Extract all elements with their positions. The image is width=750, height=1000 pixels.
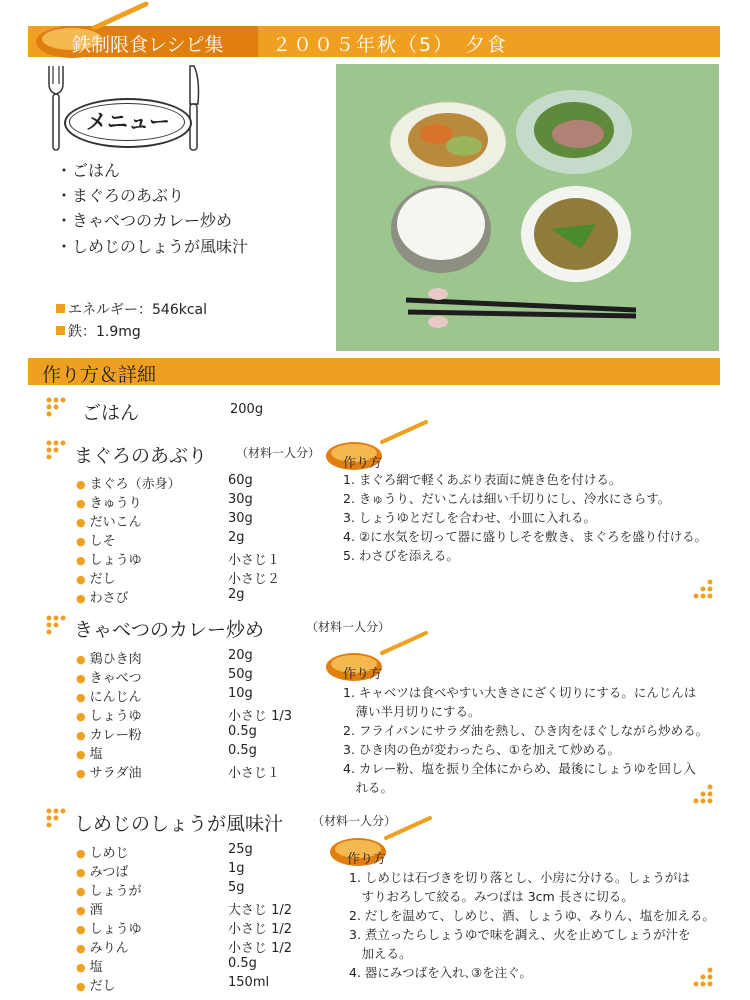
ingredient-amount: 2g	[228, 530, 245, 545]
menu-item: ・ごはん	[56, 161, 121, 180]
method-step: 3. 煮立ったらしょうゆで味を調え、火を止めてしょうが汁を	[349, 927, 691, 942]
energy-info	[56, 299, 207, 319]
ingredient-name: ● しめじ	[76, 846, 129, 861]
ingredient-amount: 0.5g	[228, 956, 257, 971]
method-step: れる。	[343, 780, 394, 795]
ingredient-name: ● 酒	[76, 903, 103, 918]
ingredient-name: ● しょうゆ	[76, 553, 142, 568]
dots-icon	[46, 440, 72, 462]
method-step: 1. キャベツは食べやすい大きさにざく切りにする。にんじんは	[343, 685, 697, 700]
ingredient-name: ● だし	[76, 979, 116, 994]
method-label: 作り方	[343, 456, 383, 471]
ingredient-name: ● しょうゆ	[76, 709, 142, 724]
ingredient-amount: 小さじ 1/2	[228, 941, 293, 956]
dots-icon	[46, 808, 72, 830]
dots-icon	[46, 397, 72, 419]
ingredient-amount: 小さじ 1/3	[228, 709, 293, 724]
ingredient-amount: 60g	[228, 473, 253, 488]
ingredient-name: ● みつば	[76, 865, 129, 880]
ingredient-name: ● しょうが	[76, 884, 142, 899]
iron-info	[56, 321, 141, 341]
ingredient-amount: 20g	[228, 648, 253, 663]
ingredient-name: ● 塩	[76, 747, 103, 762]
menu-item: ・しめじのしょうが風味汁	[56, 237, 249, 256]
ingredient-name: ● わさび	[76, 591, 129, 606]
ingredient-name: ● しそ	[76, 534, 116, 549]
serving-note: （材料一人分）	[306, 620, 391, 634]
recipe-collection-title: 鉄制限食レシピ集	[72, 34, 224, 56]
ingredient-amount: 0.5g	[228, 724, 257, 739]
ingredient-amount: 小さじ１	[228, 766, 281, 781]
method-step: 4. 器にみつばを入れ､③を注ぐ。	[349, 965, 532, 980]
ingredient-name: ● きゅうり	[76, 496, 142, 511]
ingredient-amount: 大さじ 1/2	[228, 903, 293, 918]
method-step: 1. しめじは石づきを切り落とし、小房に分ける。しょうがは	[349, 870, 690, 885]
ingredient-name: ● まぐろ（赤身）	[76, 477, 181, 492]
method-step: 1. まぐろ網で軽くあぶり表面に焼き色を付ける。	[343, 472, 622, 487]
ingredient-amount: 50g	[228, 667, 253, 682]
season-meal-subtitle: ２００５年秋（5） 夕食	[272, 34, 508, 56]
dish-name: きゃべつのカレー炒め	[74, 619, 265, 641]
dish-name: まぐろのあぶり	[74, 445, 208, 467]
menu-heading: メニュー	[86, 110, 170, 134]
rice-amount: 200g	[230, 402, 264, 417]
dish-name: しめじのしょうが風味汁	[74, 813, 284, 835]
ingredient-amount: 30g	[228, 492, 253, 507]
dish-name-rice: ごはん	[82, 402, 140, 424]
ingredient-name: ● きゃべつ	[76, 671, 142, 686]
dots-icon	[690, 578, 714, 602]
ingredient-name: ● みりん	[76, 941, 129, 956]
dots-icon	[46, 615, 72, 637]
iron-value: 鉄：1.9mg	[68, 324, 141, 340]
meal-photo	[336, 64, 719, 351]
energy-value: エネルギー：546kcal	[68, 302, 207, 318]
method-label: 作り方	[343, 667, 383, 682]
method-step: 2. だしを温めて、しめじ、酒、しょうゆ、みりん、塩を加える。	[349, 908, 715, 923]
method-step: 薄い半月切りにする。	[343, 704, 481, 719]
ingredient-amount: 10g	[228, 686, 253, 701]
method-step: 2. きゅうり、だいこんは細い千切りにし、冷水にさらす。	[343, 491, 671, 506]
ingredient-amount: 小さじ１	[228, 553, 281, 568]
ingredient-name: ● だし	[76, 572, 116, 587]
method-step: 2. フライパンにサラダ油を熱し、ひき肉をほぐしながら炒める。	[343, 723, 709, 738]
serving-note: （材料一人分）	[312, 814, 397, 828]
method-step: 4. ②に水気を切って器に盛りしそを敷き、まぐろを盛り付ける。	[343, 529, 708, 544]
method-label: 作り方	[347, 852, 387, 867]
dots-icon	[690, 783, 714, 807]
method-step: 3. ひき肉の色が変わったら、①を加えて炒める。	[343, 742, 620, 757]
dots-icon	[690, 966, 714, 990]
menu-item: ・まぐろのあぶり	[56, 186, 185, 205]
ingredient-name: ● だいこん	[76, 515, 142, 530]
ingredient-name: ● 鶏ひき肉	[76, 652, 142, 667]
ingredient-amount: 小さじ 1/2	[228, 922, 293, 937]
ingredient-name: ● にんじん	[76, 690, 142, 705]
ingredient-amount: 5g	[228, 880, 245, 895]
ingredient-amount: 30g	[228, 511, 253, 526]
ingredient-name: ● サラダ油	[76, 766, 142, 781]
method-step: 加える。	[349, 946, 412, 961]
section-title: 作り方＆詳細	[42, 364, 157, 386]
ingredient-name: ● しょうゆ	[76, 922, 142, 937]
method-step: 3. しょうゆとだしを合わせ、小皿に入れる。	[343, 510, 597, 525]
method-step: すりおろして絞る。みつばは 3cm 長さに切る。	[349, 889, 634, 904]
meal-photo-illustration	[336, 64, 719, 351]
ingredient-amount: 1g	[228, 861, 245, 876]
ingredient-amount: 小さじ２	[228, 572, 281, 587]
ingredient-amount: 150ml	[228, 975, 270, 990]
method-step: 4. カレー粉、塩を振り全体にからめ、最後にしょうゆを回し入	[343, 761, 696, 776]
ingredient-amount: 2g	[228, 587, 245, 602]
ingredient-amount: 0.5g	[228, 743, 257, 758]
ingredient-name: ● カレー粉	[76, 728, 142, 743]
serving-note: （材料一人分）	[236, 446, 321, 460]
menu-item: ・きゃべつのカレー炒め	[56, 211, 233, 230]
ingredient-amount: 25g	[228, 842, 253, 857]
method-step: 5. わさびを添える。	[343, 548, 459, 563]
ingredient-name: ● 塩	[76, 960, 103, 975]
